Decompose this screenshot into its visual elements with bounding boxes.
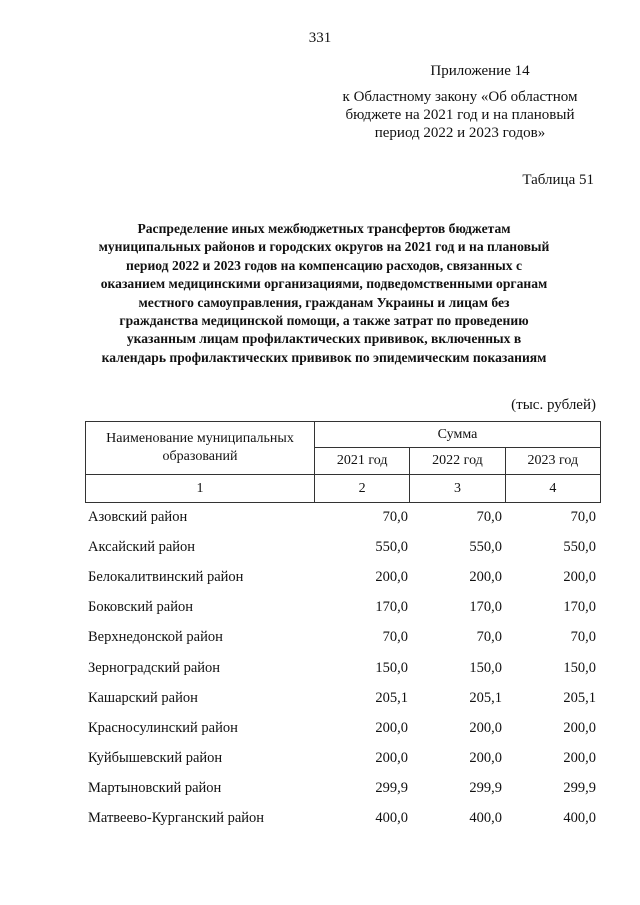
unit-note: (тыс. рублей) <box>511 397 596 413</box>
table-row <box>85 744 601 774</box>
table-row <box>85 562 601 592</box>
title-line: календарь профилактических прививок по эпидемическим показаниям <box>101 349 547 365</box>
appendix-reference-line: бюджете на 2021 год и на плановый <box>345 107 575 123</box>
row-name: Верхнедонской район <box>88 629 223 646</box>
row-value-2022: 150,0 <box>469 659 502 676</box>
header-year: 2022 год <box>410 448 505 475</box>
row-name: Зерноградский район <box>88 659 221 676</box>
table-row <box>85 683 601 713</box>
row-value-2021: 205,1 <box>375 689 408 706</box>
data-table <box>85 502 601 834</box>
title-line: период 2022 и 2023 годов на компенсацию расходов, связанных с <box>126 257 522 273</box>
row-value-2022: 200,0 <box>469 719 502 736</box>
row-value-2023: 299,9 <box>563 780 596 797</box>
table-row <box>85 593 601 623</box>
row-value-2023: 200,0 <box>563 719 596 736</box>
row-value-2023: 70,0 <box>570 629 596 646</box>
row-value-2021: 70,0 <box>382 508 408 525</box>
header-name-line: образований <box>162 449 238 464</box>
row-name: Красносулинский район <box>88 719 238 736</box>
row-value-2021: 200,0 <box>375 750 408 767</box>
row-name: Кашарский район <box>88 689 198 706</box>
row-value-2021: 299,9 <box>375 780 408 797</box>
row-name: Куйбышевский район <box>88 750 223 767</box>
row-name: Мартыновский район <box>88 780 222 797</box>
appendix-title: Приложение 14 <box>430 63 530 79</box>
row-value-2022: 400,0 <box>469 810 502 827</box>
row-value-2022: 200,0 <box>469 568 502 585</box>
title-line: муниципальных районов и городских округов на 2021 год и на плановый <box>98 239 550 255</box>
row-value-2021: 400,0 <box>375 810 408 827</box>
row-name: Азовский район <box>88 508 188 525</box>
row-value-2022: 550,0 <box>469 538 502 555</box>
row-value-2023: 70,0 <box>570 508 596 525</box>
row-value-2023: 170,0 <box>563 599 596 616</box>
appendix-reference-line: к Областному закону «Об областном <box>342 89 578 105</box>
row-value-2023: 550,0 <box>563 538 596 555</box>
header-year: 2021 год <box>315 448 410 475</box>
row-value-2021: 200,0 <box>375 568 408 585</box>
table-number: Таблица 51 <box>522 172 594 188</box>
row-name: Белокалитвинский район <box>88 568 244 585</box>
table-row <box>85 653 601 683</box>
row-value-2023: 200,0 <box>563 750 596 767</box>
header-name-cell <box>86 422 315 475</box>
table-row <box>85 623 601 653</box>
page-number: 331 <box>308 30 332 46</box>
row-value-2022: 170,0 <box>469 599 502 616</box>
header-index: 3 <box>410 475 505 503</box>
row-value-2023: 200,0 <box>563 568 596 585</box>
table-header <box>85 421 601 503</box>
row-value-2023: 205,1 <box>563 689 596 706</box>
header-name-line: Наименование муниципальных <box>106 431 294 446</box>
row-name: Боковский район <box>88 599 193 616</box>
row-value-2021: 70,0 <box>382 629 408 646</box>
document-title <box>78 220 570 367</box>
row-value-2022: 70,0 <box>476 508 502 525</box>
header-index: 4 <box>505 475 600 503</box>
appendix-reference <box>318 88 602 142</box>
row-value-2022: 299,9 <box>469 780 502 797</box>
row-value-2022: 70,0 <box>476 629 502 646</box>
table-row <box>85 804 601 834</box>
row-value-2022: 200,0 <box>469 750 502 767</box>
table-row <box>85 532 601 562</box>
title-line: оказанием медицинскими организациями, подведомственными органам <box>100 276 548 292</box>
title-line: гражданства медицинской помощи, а также затрат по проведению <box>119 313 529 329</box>
row-value-2023: 150,0 <box>563 659 596 676</box>
header-year: 2023 год <box>505 448 600 475</box>
header-index: 1 <box>86 475 315 503</box>
title-line: указанным лицам профилактических прививок, включенных в <box>126 331 522 347</box>
appendix-reference-line: период 2022 и 2023 годов» <box>374 125 546 141</box>
row-value-2021: 150,0 <box>375 659 408 676</box>
row-name: Матвеево-Курганский район <box>88 810 265 827</box>
row-value-2021: 170,0 <box>375 599 408 616</box>
row-value-2021: 200,0 <box>375 719 408 736</box>
row-name: Аксайский район <box>88 538 196 555</box>
title-line: местного самоуправления, гражданам Украины и лицам без <box>138 294 510 310</box>
table-row <box>85 774 601 804</box>
header-sum: Сумма <box>315 422 601 448</box>
header-index: 2 <box>315 475 410 503</box>
row-value-2022: 205,1 <box>469 689 502 706</box>
table-row <box>85 502 601 532</box>
row-value-2021: 550,0 <box>375 538 408 555</box>
title-line: Распределение иных межбюджетных трансфертов бюджетам <box>137 221 511 236</box>
row-value-2023: 400,0 <box>563 810 596 827</box>
table-row <box>85 713 601 743</box>
